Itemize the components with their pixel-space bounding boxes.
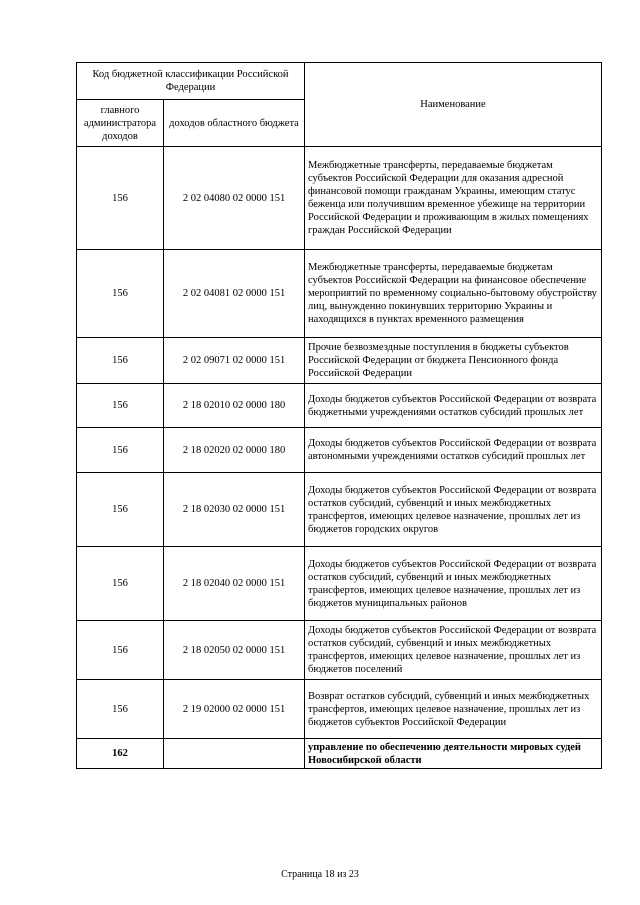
page-number: Страница 18 из 23 [281, 869, 359, 880]
income-code-cell: 2 18 02040 02 0000 151 [164, 547, 305, 621]
income-code-cell: 2 02 04080 02 0000 151 [164, 147, 305, 250]
table-row [77, 338, 602, 384]
name-cell: Возврат остатков субсидий, субвенций и иных межбюджетных трансфертов, имеющих целевое назначение, прошлых лет из бюджетов субъектов Российской Федерации [305, 680, 602, 739]
name-cell: Межбюджетные трансферты, передаваемые бюджетам субъектов Российской Федерации на финансовое обеспечение мероприятий по временному социально-бытовому обустройству лиц, вынужденно покинувших территорию Украины и находящихся в пунктах временного размещения [305, 250, 602, 338]
table-row [77, 473, 602, 547]
table-row [77, 680, 602, 739]
income-code-cell: 2 18 02030 02 0000 151 [164, 473, 305, 547]
admin-code-cell: 156 [77, 338, 164, 384]
header-code-group: Код бюджетной классификации Российской Федерации [77, 63, 305, 100]
admin-code-cell: 156 [77, 147, 164, 250]
name-cell: Межбюджетные трансферты, передаваемые бюджетам субъектов Российской Федерации для оказания адресной финансовой помощи гражданам Украины, имеющим статус беженца или получившим временное убежище на территории Российской Федерации и проживающим в жилых помещениях граждан Российской Федерации [305, 147, 602, 250]
admin-code-cell: 156 [77, 680, 164, 739]
header-income: доходов областного бюджета [164, 100, 305, 147]
income-code-cell: 2 02 04081 02 0000 151 [164, 250, 305, 338]
table-row [77, 428, 602, 473]
name-cell: Доходы бюджетов субъектов Российской Федерации от возврата остатков субсидий, субвенций и иных межбюджетных трансфертов, имеющих целевое назначение, прошлых лет из бюджетов поселений [305, 621, 602, 680]
admin-code-cell: 156 [77, 621, 164, 680]
admin-code-cell: 156 [77, 384, 164, 428]
name-cell: Доходы бюджетов субъектов Российской Федерации от возврата бюджетными учреждениями остатков субсидий прошлых лет [305, 384, 602, 428]
table-row [77, 547, 602, 621]
name-cell: Прочие безвозмездные поступления в бюджеты субъектов Российской Федерации от бюджета Пенсионного фонда Российской Федерации [305, 338, 602, 384]
admin-code-cell: 156 [77, 473, 164, 547]
income-code-cell: 2 18 02010 02 0000 180 [164, 384, 305, 428]
header-name: Наименование [305, 63, 602, 147]
name-cell: Доходы бюджетов субъектов Российской Федерации от возврата автономными учреждениями остатков субсидий прошлых лет [305, 428, 602, 473]
income-code-cell: 2 02 09071 02 0000 151 [164, 338, 305, 384]
table-row-section-header [77, 739, 602, 769]
table-row [77, 384, 602, 428]
table-row [77, 621, 602, 680]
admin-code-cell: 156 [77, 250, 164, 338]
income-code-cell: 2 18 02050 02 0000 151 [164, 621, 305, 680]
income-code-cell: 2 19 02000 02 0000 151 [164, 680, 305, 739]
income-code-cell [164, 739, 305, 769]
admin-code-cell: 156 [77, 547, 164, 621]
table-row [77, 250, 602, 338]
income-code-cell: 2 18 02020 02 0000 180 [164, 428, 305, 473]
admin-code-cell: 162 [77, 739, 164, 769]
budget-classification-table [76, 62, 602, 769]
table-row [77, 147, 602, 250]
name-cell: Доходы бюджетов субъектов Российской Федерации от возврата остатков субсидий, субвенций и иных межбюджетных трансфертов, имеющих целевое назначение, прошлых лет из бюджетов муниципальных районов [305, 547, 602, 621]
name-cell: Доходы бюджетов субъектов Российской Федерации от возврата остатков субсидий, субвенций и иных межбюджетных трансфертов, имеющих целевое назначение, прошлых лет из бюджетов городских округов [305, 473, 602, 547]
admin-code-cell: 156 [77, 428, 164, 473]
header-admin: главного администратора доходов [77, 100, 164, 147]
name-cell: управление по обеспечению деятельности мировых судей Новосибирской области [305, 739, 602, 769]
